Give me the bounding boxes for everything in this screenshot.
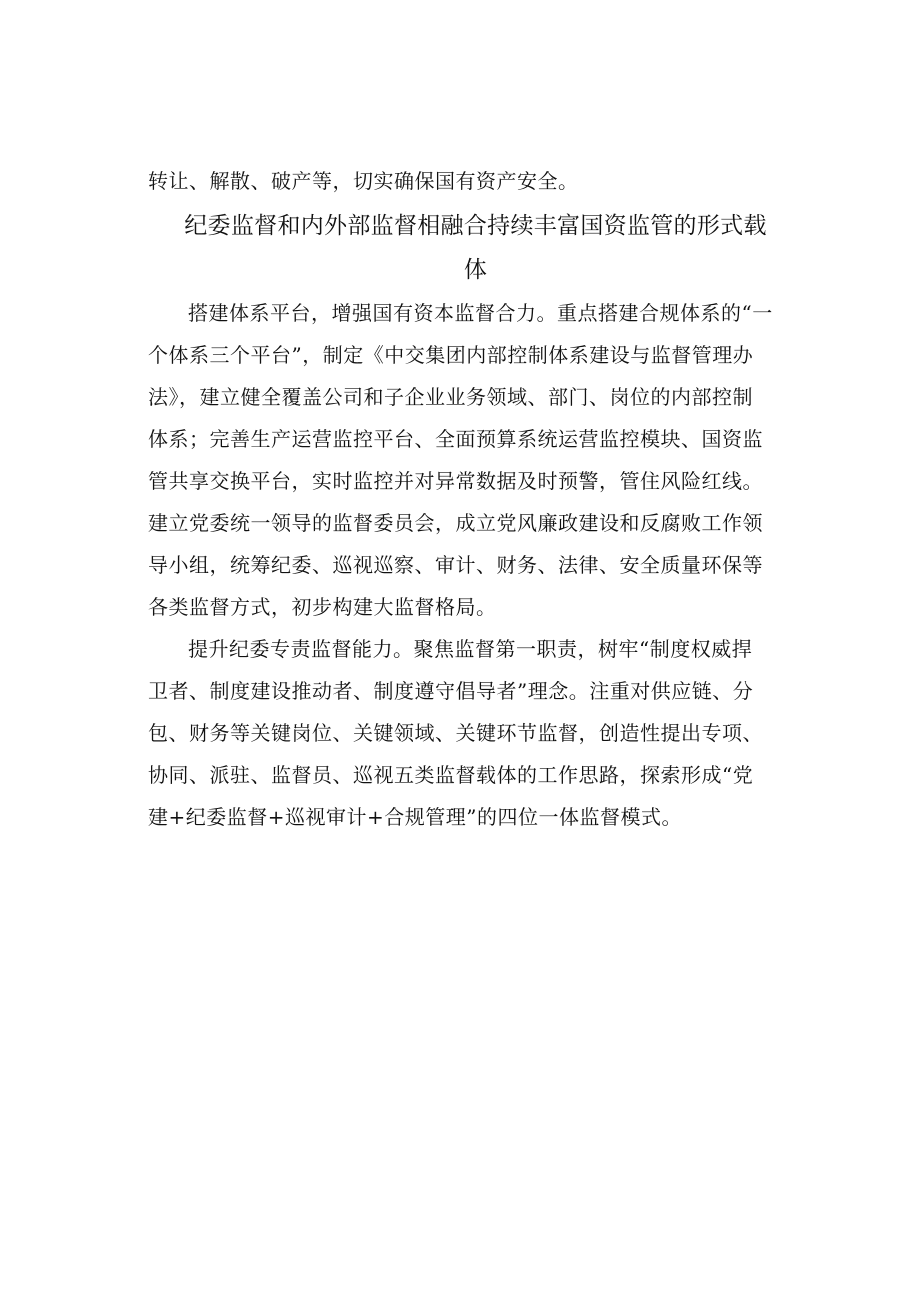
paragraph-line: 各类监督方式，初步构建大监督格局。: [148, 595, 497, 619]
document-body: [148, 160, 803, 838]
section-heading-line: 纪委监督和内外部监督相融合持续丰富国资监管的形式载: [184, 213, 767, 239]
paragraph-line: 法》，建立健全覆盖公司和子企业业务领域、部门、岗位的内部控制: [148, 385, 753, 409]
section-heading-line: 体: [463, 257, 488, 283]
paragraph-line: 建立党委统一领导的监督委员会，成立党风廉政建设和反腐败工作领: [148, 511, 763, 535]
paragraph-line: 协同、派驻、监督员、巡视五类监督载体的工作思路，探索形成“党: [148, 763, 754, 787]
paragraph-line: 提升纪委专责监督能力。聚焦监督第一职责，树牢“制度权威捍: [188, 637, 753, 661]
section-heading: [138, 204, 813, 292]
paragraph-line: 导小组，统筹纪委、巡视巡察、审计、财务、法律、安全质量环保等: [148, 553, 763, 577]
paragraph-line: 体系；完善生产运营监控平台、全面预算系统运营监控模块、国资监: [148, 427, 763, 451]
paragraph-discipline: [148, 628, 803, 838]
paragraph-line: 管共享交换平台，实时监控并对异常数据及时预警，管住风险红线。: [148, 469, 763, 493]
paragraph-line: 个体系三个平台”，制定《中交集团内部控制体系建设与监督管理办: [148, 343, 754, 367]
paragraph-line: 包、财务等关键岗位、关键领域、关键环节监督，创造性提出专项、: [148, 721, 763, 745]
lead-text-line: 转让、解散、破产等，切实确保国有资产安全。: [148, 169, 579, 193]
paragraph-platform: [148, 292, 803, 628]
paragraph-line: 建+纪委监督+巡视审计+合规管理”的四位一体监督模式。: [148, 805, 682, 829]
paragraph-line: 搭建体系平台，增强国有资本监督合力。重点搭建合规体系的“一: [188, 301, 773, 325]
paragraph-line: 卫者、制度建设推动者、制度遵守倡导者”理念。注重对供应链、分: [148, 679, 754, 703]
